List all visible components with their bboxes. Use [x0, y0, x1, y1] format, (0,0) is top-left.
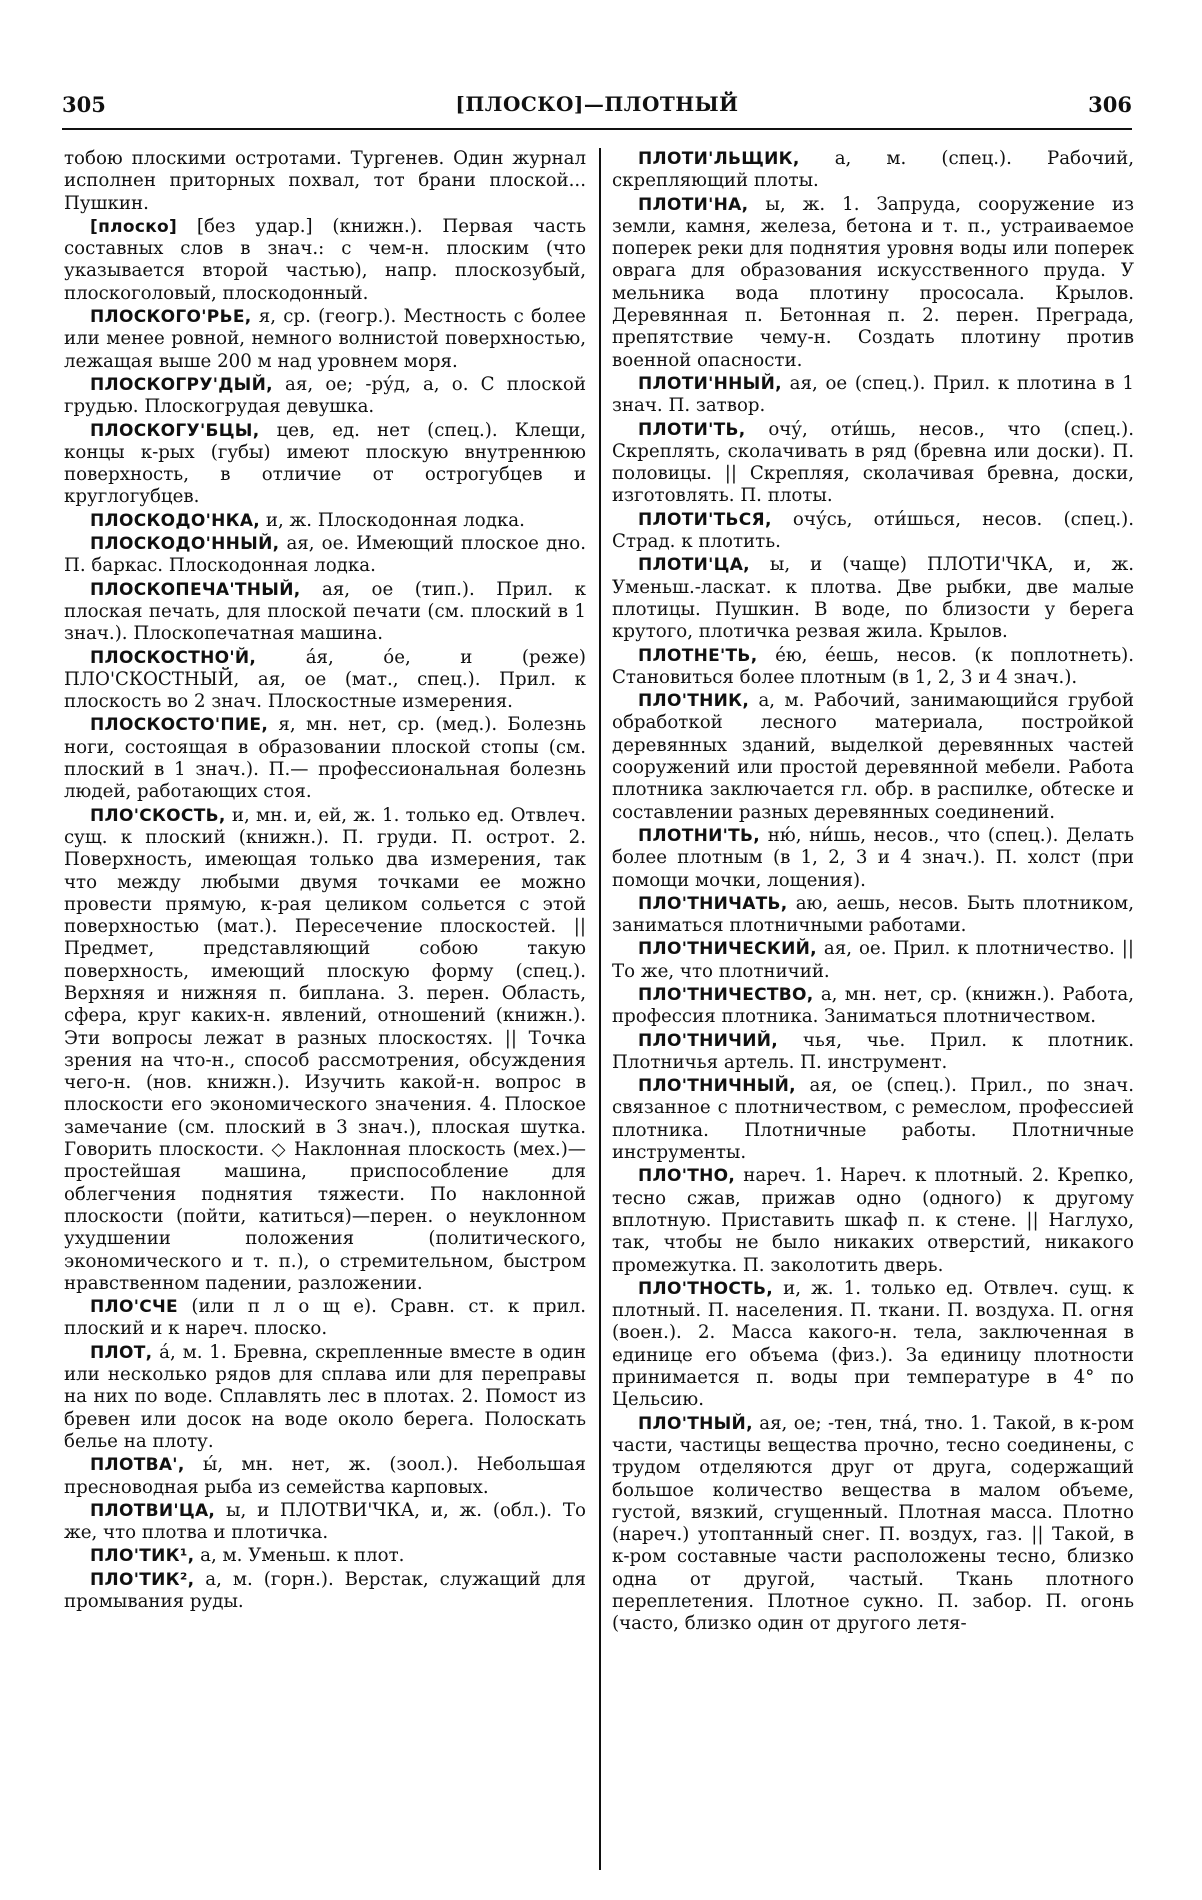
page-number-right: 306 — [1088, 92, 1132, 117]
entry-definition: а, мн. нет, ср. (книжн.). Работа, профессия плотника. Заниматься плотничеством. — [612, 983, 1134, 1028]
entry-definition: я, ср. (геогр.). Местность с более или менее ровной, немного волнистой поверхностью, лежащая выше 200 м над уровнем моря. — [64, 306, 586, 372]
running-title: [ПЛОСКО]—ПЛОТНЫЙ — [455, 92, 739, 116]
dictionary-entry — [612, 1030, 1134, 1075]
column-divider — [599, 148, 601, 1870]
entry-definition: я, мн. нет, ср. (мед.). Болезнь ноги, состоящая в образовании плоской стопы (см. плоский в 1 знач.). П.— профессиональная болезнь людей, работающих стоя. — [64, 714, 586, 803]
dictionary-entry — [64, 420, 586, 509]
dictionary-entry — [64, 1545, 586, 1567]
entry-headword: ПЛОТИ'ННЫЙ, — [638, 373, 782, 394]
dictionary-entry — [64, 216, 586, 305]
entry-headword: ПЛОСКОГРУ'ДЫЙ, — [90, 374, 273, 395]
entry-definition: ая, ое (спец.). Прил., по знач. связанное с плотничеством, с ремеслом, профессией плотника. Плотничные работы. Плотничные инструменты. — [612, 1075, 1134, 1164]
dictionary-entry — [612, 893, 1134, 938]
entry-definition: а, м. Уменьш. к плот. — [200, 1545, 405, 1567]
dictionary-entry — [612, 194, 1134, 372]
entry-definition: цев, ед. нет (спец.). Клещи, концы к-рых (губы) имеют плоскую внутреннюю поверхность, в отличие от острогубцев и круглогубцев. — [64, 419, 586, 508]
entry-definition: ню́, ни́шь, несов., что (спец.). Делать более плотным (в 1, 2, 3 и 4 знач.). П. холст (при помощи мочки, лощения). — [612, 824, 1134, 891]
entry-headword: ПЛО'ТНО, — [638, 1166, 736, 1187]
dictionary-entry — [612, 825, 1134, 892]
entry-headword: ПЛОСКОПЕЧА'ТНЫЙ, — [90, 579, 301, 600]
dictionary-entry — [612, 373, 1134, 418]
entry-headword: ПЛО'ТНОСТЬ, — [638, 1278, 774, 1299]
entry-headword: ПЛО'ТНИЧЕСТВО, — [638, 984, 814, 1005]
entry-definition: ая, ое (тип.). Прил. к плоская печать, для плоской печати (см. плоский в 1 знач.). Плоскопечатная машина. — [64, 578, 586, 645]
dictionary-entry — [612, 1278, 1134, 1412]
dictionary-entry — [612, 509, 1134, 554]
dictionary-entry — [612, 554, 1134, 643]
entry-headword: ПЛОТВИ'ЦА, — [90, 1500, 216, 1521]
page-header — [62, 92, 1132, 128]
entry-headword: ПЛО'ТНИЧНЫЙ, — [638, 1076, 796, 1097]
entry-headword: ПЛО'ТНЫЙ, — [638, 1413, 753, 1434]
entry-definition: очу́сь, оти́шься, несов. (спец.). Страд. к плотить. — [612, 508, 1134, 553]
dictionary-entry — [64, 1569, 586, 1614]
dictionary-entry — [612, 1075, 1134, 1164]
entry-headword: ПЛОТИ'ЛЬЩИК, — [638, 149, 800, 169]
dictionary-entry — [612, 1165, 1134, 1276]
dictionary-entry — [612, 645, 1134, 690]
dictionary-entry — [64, 510, 586, 532]
dictionary-entry — [612, 690, 1134, 824]
entry-headword: ПЛО'ТИК², — [90, 1569, 195, 1590]
left-column — [64, 148, 586, 1614]
entry-definition: тобою плоскими остротами. Тургенев. Один журнал исполнен приторных похвал, тот брани плоской... Пушкин. — [64, 148, 586, 214]
entry-headword: ПЛО'СЧЕ — [90, 1297, 178, 1318]
dictionary-entry — [64, 714, 586, 803]
entry-headword: ПЛОТИ'ТЬ, — [638, 419, 746, 440]
entry-headword: ПЛО'ТНИК, — [638, 691, 750, 712]
dictionary-entry — [612, 938, 1134, 983]
entry-definition: (или п л о щ е). Сравн. ст. к прил. плоский и к нареч. плоско. — [64, 1296, 586, 1340]
entry-definition: а́, м. 1. Бревна, скрепленные вместе в один или несколько рядов для сплава или для переправы на них по воде. Сплавлять лес в плотах. 2. Помост из бревен или досок на воде около берега. Полоскать белье на плоту. — [64, 1341, 586, 1452]
dictionary-entry — [64, 306, 586, 373]
right-column — [612, 148, 1134, 1637]
entry-headword: ПЛОТ, — [90, 1342, 153, 1363]
entry-definition: е́ю, е́ешь, несов. (к поплотнеть). Становиться более плотным (в 1, 2, 3 и 4 знач.). — [612, 644, 1134, 688]
dictionary-entry — [64, 579, 586, 646]
entry-headword: ПЛОТВА', — [90, 1455, 185, 1476]
dictionary-entry — [612, 419, 1134, 508]
entry-definition: аю, аешь, несов. Быть плотником, заниматься плотничными работами. — [612, 892, 1134, 937]
dictionary-entry — [612, 148, 1134, 193]
entry-headword: ПЛОТНИ'ТЬ, — [638, 825, 761, 846]
entry-definition: и, ж. Плоскодонная лодка. — [265, 509, 525, 531]
entry-definition: ы, и (чаще) ПЛОТИ'ЧКА, и, ж. Уменьш.-ласкат. к плотва. Две рыбки, две малые плотицы. Пушкин. В воде, по близости у берега крутого, плотичка резвая жила. Крылов. — [612, 554, 1134, 643]
entry-headword: ПЛОСКОСТО'ПИЕ, — [90, 715, 269, 736]
entry-headword: ПЛОТИ'ЦА, — [638, 555, 750, 576]
dictionary-entry — [64, 148, 586, 215]
entry-definition: ая, ое (спец.). Прил. к плотина в 1 знач. П. затвор. — [612, 372, 1134, 417]
entry-definition: очу́, оти́шь, несов., что (спец.). Скреплять, сколачивать в ряд (бревна или доски). П. половицы. || Скрепляя, сколачивая бревна, доски, изготовлять. П. плоты. — [612, 418, 1134, 507]
entry-definition: ы, ж. 1. Запруда, сооружение из земли, камня, железа, бетона и т. п., устраиваемое поперек реки для поднятия уровня воды или поперек оврага для образования искусственного пруда. У мельника вода плотину прососала. Крылов. Деревянная п. Бетонная п. 2. перен. Преграда, препятствие чему-н. Создать плотину против военной опасности. — [612, 193, 1134, 371]
entry-definition: а, м. Рабочий, занимающийся грубой обработкой лесного материала, постройкой деревянных зданий, выделкой деревянных частей сооружений или простой деревянной мебели. Работа плотника заключается гл. обр. в распилке, обтеске и составлении разных деревянных соединений. — [612, 690, 1134, 823]
entry-headword: ПЛОТИ'НА, — [638, 194, 749, 215]
entry-definition: а́я, о́е, и (реже) ПЛО'СКОСТНЫЙ, ая, ое (мат., спец.). Прил. к плоскость во 2 знач. Плоскостные измерения. — [64, 646, 586, 713]
entry-headword: ПЛОСКОГУ'БЦЫ, — [90, 420, 260, 441]
entry-definition: чья, чье. Прил. к плотник. Плотничья артель. П. инструмент. — [612, 1029, 1134, 1073]
dictionary-entry — [612, 984, 1134, 1029]
dictionary-entry — [612, 1413, 1134, 1636]
entry-headword: ПЛО'ТИК¹, — [90, 1546, 195, 1567]
entry-headword: ПЛО'ТНИЧАТЬ, — [638, 893, 788, 914]
dictionary-entry — [64, 374, 586, 419]
entry-headword: ПЛО'ТНИЧИЙ, — [638, 1030, 779, 1051]
entry-definition: [без удар.] (книжн.). Первая часть составных слов в знач.: с чем-н. плоским (что указывается второй частью), напр. плоскозубый, плоскоголовый, плоскодонный. — [64, 215, 586, 304]
dictionary-entry — [64, 805, 586, 1296]
page-number-left: 305 — [62, 92, 106, 117]
entry-headword: ПЛО'СКОСТЬ, — [90, 805, 226, 826]
entry-headword: [плоско] — [90, 216, 178, 237]
entry-definition: и, мн. и, ей, ж. 1. только ед. Отвлеч. сущ. к плоский (книжн.). П. груди. П. острот. 2. Поверхность, имеющая только два измерения, так что между любыми двумя точками ее можно провести прямую, к-рая целиком сольется с этой поверхностью (мат.). Пересечение плоскостей. || Предмет, представляющий собою такую поверхность, имеющий плоскую форму (спец.). Верхняя и нижняя п. биплана. 3. перен. Область, сфера, круг каких-н. явлений, отношений (книжн.). Эти вопросы лежат в разных плоскостях. || Точка зрения на что-н., способ рассмотрения, обсуждения чего-н. (нов. книжн.). Изучить какой-н. вопрос в плоскости его экономического значения. 4. Плоское замечание (см. плоский в 3 знач.), плоская шутка. Говорить плоскости. ◇ Наклонная плоскость (мех.)—простейшая машина, приспособление для облегчения поднятия тяжести. По наклонной плоскости (пойти, катиться)—перен. о неуклонном ухудшении положения (политического, экономического и т. п.), о стремительном, быстром нравственном падении, разложении. — [64, 804, 586, 1294]
entry-headword: ПЛОСКОДО'ННЫЙ, — [90, 534, 280, 555]
entry-definition: а, м. (горн.). Верстак, служащий для промывания руды. — [64, 1568, 586, 1612]
entry-headword: ПЛОСКОГО'РЬЕ, — [90, 307, 252, 328]
entry-definition: ы́, мн. нет, ж. (зоол.). Небольшая пресноводная рыба из семейства карповых. — [64, 1454, 586, 1498]
entry-definition: ая, ое. Имеющий плоское дно. П. баркас. Плоскодонная лодка. — [64, 533, 586, 577]
dictionary-entry — [64, 1342, 586, 1453]
entry-headword: ПЛОТИ'ТЬСЯ, — [638, 509, 772, 530]
dictionary-entry — [64, 647, 586, 714]
entry-headword: ПЛОТНЕ'ТЬ, — [638, 645, 758, 666]
entry-definition: ая, ое; -ру́д, а, о. С плоской грудью. Плоскогрудая девушка. — [64, 373, 586, 418]
entry-headword: ПЛО'ТНИЧЕСКИЙ, — [638, 939, 817, 960]
entry-definition: ая, ое; -тен, тна́, тно. 1. Такой, в к-ром части, частицы вещества прочно, тесно соединены, с трудом отделяются друг от друга, содержащий большое количество вещества в малом объеме, густой, вязкий, сгущенный. Плотная масса. Плотно (нареч.) утоптанный снег. П. воздух, газ. || Такой, в к-ром составные части расположены тесно, близко одна от другой, частый. Ткань плотного переплетения. Плотное сукно. П. забор. П. огонь (часто, близко один от другого летя- — [612, 1412, 1134, 1635]
entry-definition: а, м. (спец.). Рабочий, скрепляющий плоты. — [612, 148, 1134, 192]
dictionary-entry — [64, 1454, 586, 1499]
entry-definition: нареч. 1. Нареч. к плотный. 2. Крепко, тесно сжав, прижав одно (одного) к другому вплотную. Приставить шкаф п. к стене. || Наглухо, так, чтобы не было никаких отверстий, никакого промежутка. П. заколотить дверь. — [612, 1165, 1134, 1276]
header-rule — [62, 128, 1132, 130]
dictionary-entry — [64, 1296, 586, 1341]
entry-headword: ПЛОСКОСТНО'Й, — [90, 647, 257, 668]
entry-definition: ая, ое. Прил. к плотничество. || То же, что плотничий. — [612, 938, 1134, 982]
entry-headword: ПЛОСКОДО'НКА, — [90, 510, 261, 531]
dictionary-entry — [64, 533, 586, 578]
entry-definition: и, ж. 1. только ед. Отвлеч. сущ. к плотный. П. населения. П. ткани. П. воздуха. П. огня (воен.). 2. Масса какого-н. тела, заключенная в единице его объема (физ.). За единицу плотности принимается п. воды при температуре в 4° по Цельсию. — [612, 1277, 1134, 1411]
dictionary-entry — [64, 1500, 586, 1545]
entry-definition: ы, и ПЛОТВИ'ЧКА, и, ж. (обл.). То же, что плотва и плотичка. — [64, 1499, 586, 1544]
